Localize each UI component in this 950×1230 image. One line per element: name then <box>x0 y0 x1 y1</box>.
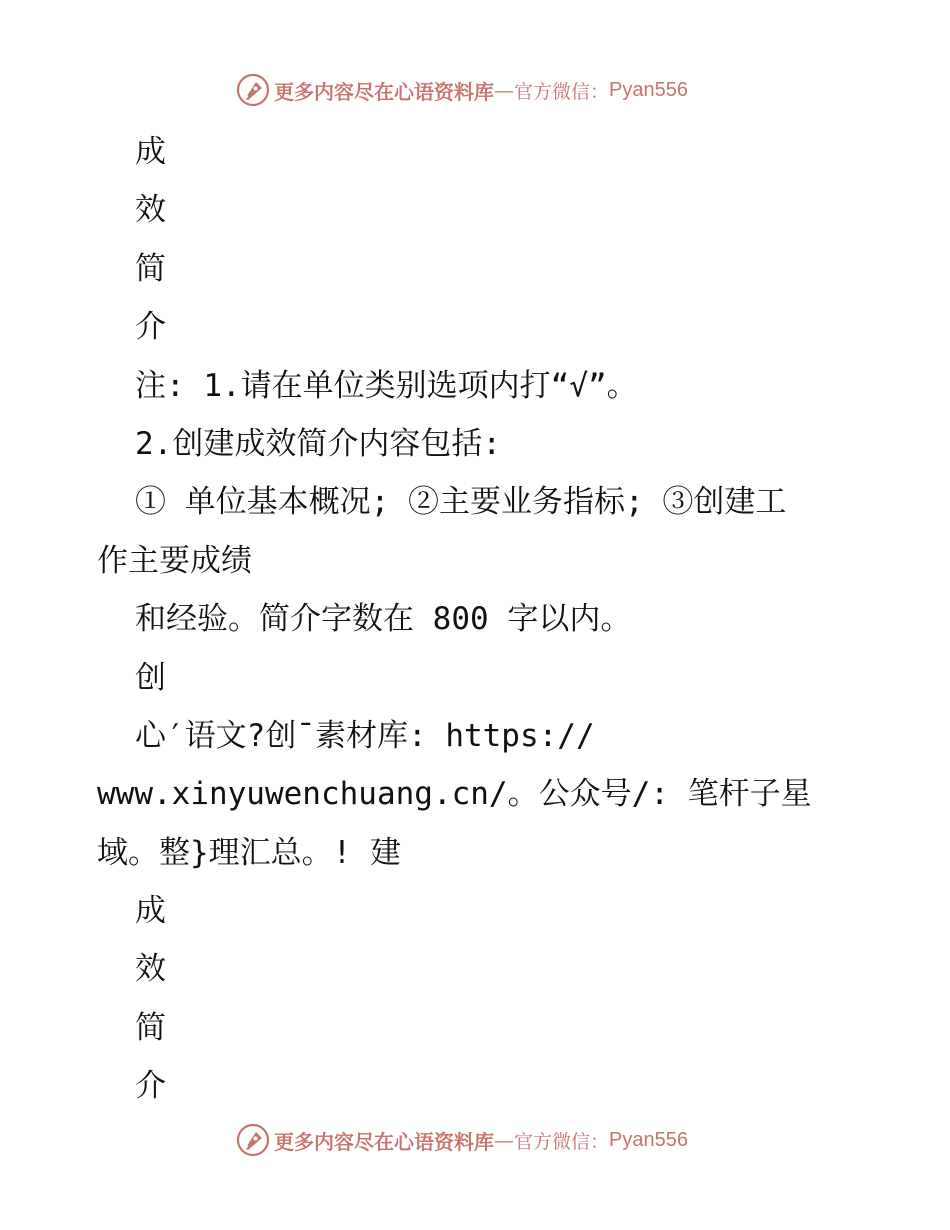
footer-banner <box>236 1123 688 1157</box>
body-line: 简 <box>135 250 166 287</box>
body-line: 成 <box>135 893 166 930</box>
header-banner <box>236 73 688 107</box>
note-line: ① 单位基本概况; ②主要业务指标; ③创建工 <box>135 484 787 521</box>
body-line: 介 <box>135 1068 166 1105</box>
body-line: 简 <box>135 1009 166 1046</box>
banner-label: 官方微信： <box>514 1130 610 1153</box>
banner-main-text: 更多内容尽在心语资料库 <box>274 1129 494 1154</box>
banner-separator: — <box>494 78 514 102</box>
document-body <box>97 123 837 1116</box>
body-line: 创 <box>135 659 166 696</box>
note-line: 注: 1.请在单位类别选项内打“√”。 <box>135 367 638 404</box>
note-line: 作主要成绩 <box>97 542 252 579</box>
note-line: 和经验。简介字数在 800 字以内。 <box>135 601 632 638</box>
banner-wechat-id: Pyan556 <box>609 1128 688 1151</box>
banner-wechat-id: Pyan556 <box>609 78 688 101</box>
pen-nib-logo-icon <box>236 1123 270 1157</box>
watermark-line: 心′语文?创¯素材库: https:// <box>135 717 595 754</box>
banner-main-text: 更多内容尽在心语资料库 <box>274 79 494 104</box>
body-line: 效 <box>135 192 166 229</box>
pen-nib-logo-icon <box>236 73 270 107</box>
body-line: 效 <box>135 951 166 988</box>
banner-label: 官方微信： <box>514 80 610 103</box>
body-line: 成 <box>135 134 166 170</box>
body-line: 介 <box>135 309 166 346</box>
note-line: 2.创建成效简介内容包括: <box>135 425 501 462</box>
banner-separator: — <box>494 1128 514 1152</box>
watermark-line: www.xinyuwenchuang.cn/。公众号/: 笔杆子星 <box>97 776 812 813</box>
watermark-line: 域。整}理汇总。! 建 <box>97 834 401 871</box>
